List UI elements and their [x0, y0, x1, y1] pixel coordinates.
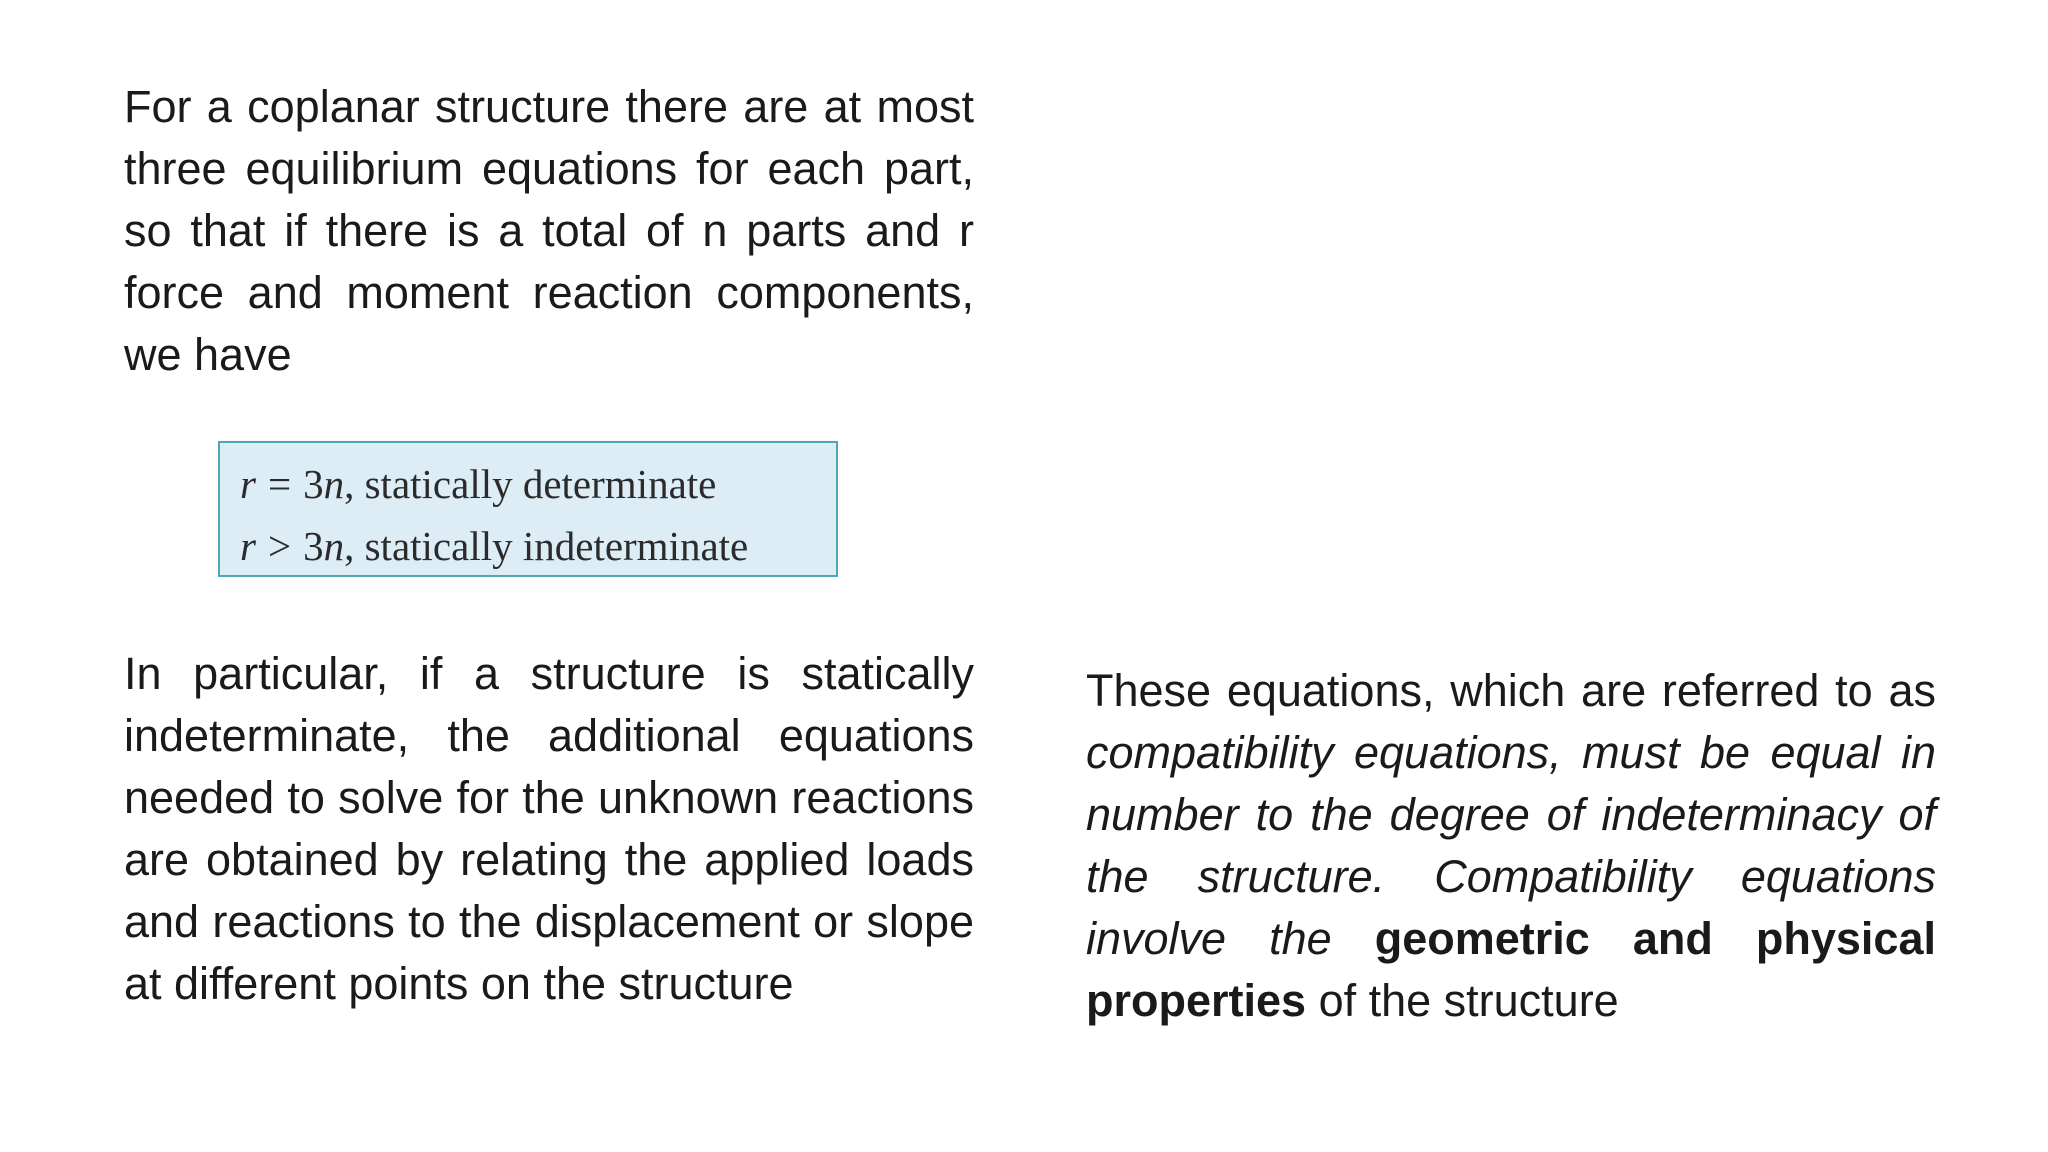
compatibility-bold-text: geometric and physical properties: [1086, 913, 1936, 1026]
compatibility-tail-text: of the structure: [1306, 975, 1619, 1026]
equation-lhs: r: [240, 523, 256, 569]
equation-coefficient: 3: [303, 461, 324, 507]
equation-lhs: r: [240, 461, 256, 507]
equation-description: , statically indeterminate: [344, 523, 749, 569]
paragraph-indeterminate-structure: In particular, if a structure is statically indeterminate, the additional equations needed to solve for the unknown reactions are obtained by relating the applied loads and reactions to the displacement or slope at different points on the structure: [124, 648, 974, 1009]
compatibility-intro-text: These equations, which are referred to as: [1086, 665, 1936, 716]
equation-variable: n: [323, 523, 345, 569]
paragraph-equilibrium-equations: For a coplanar structure there are at most three equilibrium equations for each part, so that if there is a total of n parts and r force and moment reaction components, we have: [124, 81, 974, 380]
equation-determinate: [240, 453, 816, 515]
compatibility-italic-text: compatibility equations, must be equal in number to the degree of indeterminacy of the structure. Compatibility equations involve the: [1086, 727, 1936, 964]
equation-operator: >: [267, 523, 292, 569]
paragraph-compatibility-equations: [1086, 660, 1936, 1032]
equation-coefficient: 3: [303, 523, 324, 569]
equation-operator: =: [267, 461, 292, 507]
equations-box: [218, 441, 838, 577]
equation-indeterminate: [240, 515, 816, 577]
equation-variable: n: [323, 461, 345, 507]
equation-description: , statically determinate: [344, 461, 717, 507]
